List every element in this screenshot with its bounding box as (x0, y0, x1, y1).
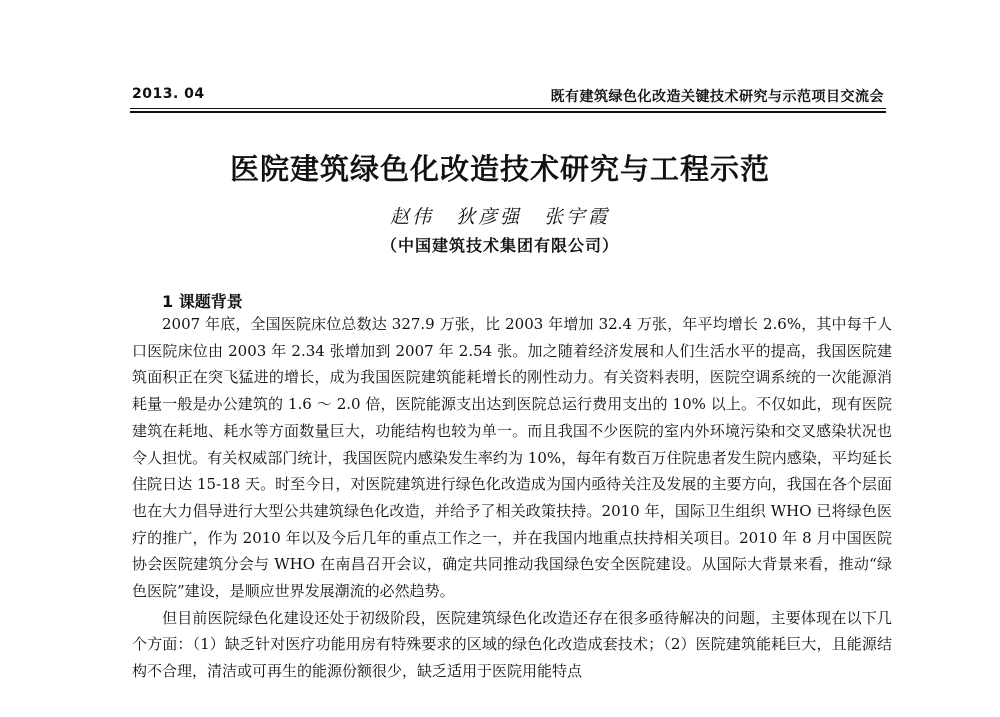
paragraph-2: 但目前医院绿色化建设还处于初级阶段，医院建筑绿色化改造还存在很多亟待解决的问题，主要体现在以下几个方面：（1）缺乏针对医疗功能用房有特殊要求的区域的绿色化改造成套技术；（2）医院建筑能耗巨大，且能源结构不合理，清洁或可再生的能源份额很少，缺乏适用于医院用能特点 (132, 608, 892, 681)
body-text (132, 311, 892, 685)
running-header: 既有建筑绿色化改造关键技术研究与示范项目交流会 (550, 89, 884, 105)
section-heading: 1 课题背景 (162, 292, 243, 311)
header-rule-thick (130, 111, 886, 113)
header-rule-thin (130, 108, 886, 109)
issue-number: 2013. 04 (132, 86, 205, 102)
article-title: 医院建筑绿色化改造技术研究与工程示范 (229, 152, 770, 186)
author-affiliation: （中国建筑技术集团有限公司） (380, 236, 619, 255)
article-authors: 赵伟 狄彦强 张宇霞 (389, 206, 610, 228)
paragraph-1: 2007 年底，全国医院床位总数达 327.9 万张，比 2003 年增加 32.4 万张，年平均增长 2.6%，其中每千人口医院床位由 2003 年 2.34 张增加到 2007 年 2.54 张。加之随着经济发展和人们生活水平的提高，我国医院建筑面积正在突飞猛进的增长，成为我国医院建筑能耗增长的刚性动力。有关资料表明，医院空调系统的一次能源消耗量一般是办公建筑的 1.6 ～ 2.0 倍，医院能源支出达到医院总运行费用支出的 10% 以上。不仅如此，现有医院建筑在耗地、耗水等方面数量巨大，功能结构也较为单一。而且我国不少医院的室内外环境污染和交叉感染状况也令人担忧。有关权威部门统计，我国医院内感染发生率约为 10%，每年有数百万住院患者发生院内感染，平均延长住院日达 15-18 天。时至今日，对医院建筑进行绿色化改造成为国内亟待关注及发展的主要方向，我国在各个层面也在大力倡导进行大型公共建筑绿色化改造，并给予了相关政策扶持。2010 年，国际卫生组织 WHO 已将绿色医疗的推广，作为 2010 年以及今后几年的重点工作之一，并在我国内地重点扶持相关项目。2010 年 8 月中国医院协会医院建筑分会与 WHO 在南昌召开会议，确定共同推动我国绿色安全医院建设。从国际大背景来看，推动“绿色医院”建设，是顺应世界发展潮流的必然趋势。 (132, 315, 892, 601)
